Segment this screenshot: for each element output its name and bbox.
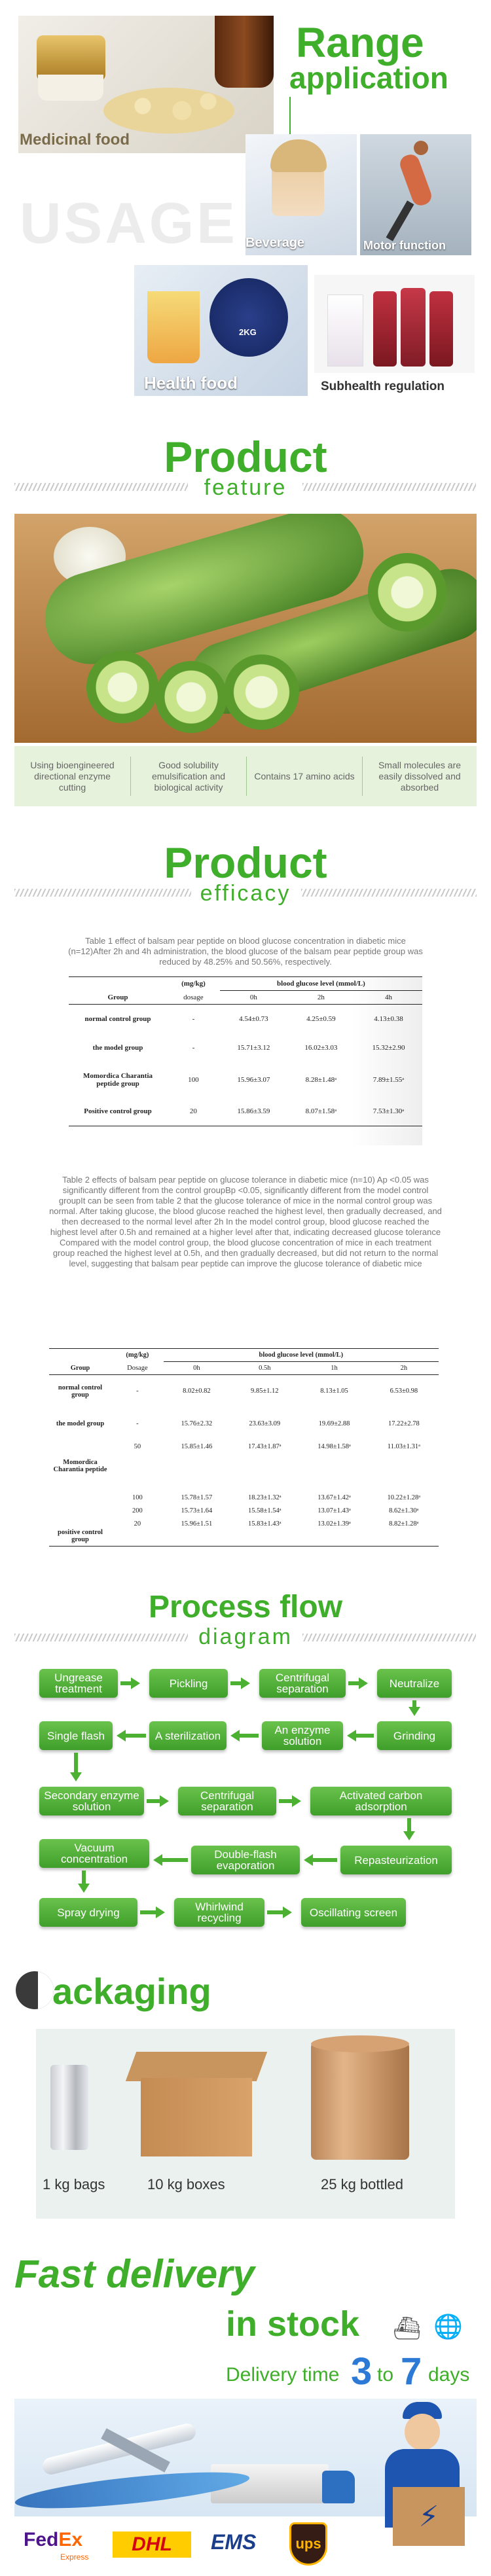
table-row <box>49 1518 439 1547</box>
flow-arrow <box>125 1734 146 1738</box>
dhl-logo <box>113 2531 191 2558</box>
flow-step: Neutralize <box>377 1669 452 1698</box>
flow-arrow <box>82 1870 86 1885</box>
flow-arrow-head <box>160 1795 169 1807</box>
table2-dosage: - <box>136 1387 139 1395</box>
flow-step: Spray drying <box>39 1898 137 1927</box>
table1-group: normal control group <box>84 1014 151 1023</box>
flow-arrow <box>147 1799 161 1803</box>
caption-beverage: Beverage <box>245 236 305 250</box>
cardboard-box <box>141 2078 252 2156</box>
foil-bag <box>50 2065 88 2150</box>
table2-cell: 15.58±1.54ᵃ <box>247 1507 282 1514</box>
table2-cell: 18.23±1.32ᵃ <box>247 1494 282 1501</box>
table2-cell: 15.73±1.64 <box>181 1507 213 1514</box>
efficacy-hatch-left <box>14 889 191 897</box>
flow-arrow-head <box>409 1707 420 1716</box>
table2-cell: 6.53±0.98 <box>390 1387 418 1395</box>
table1-col-group: Group <box>107 993 128 1001</box>
flow-step: Centrifugal separation <box>259 1669 346 1698</box>
packaging-p-circle <box>16 1971 54 2009</box>
lightning-icon: ⚡ <box>418 2500 439 2533</box>
courier-head <box>405 2414 440 2450</box>
table2-col-dosage: Dosage <box>127 1364 148 1372</box>
table1-wrapper <box>69 976 422 1145</box>
table2-cell: 11.03±1.31ᵃ <box>387 1442 420 1450</box>
fiber-drum <box>311 2042 409 2160</box>
packaging-item-label: 1 kg bags <box>43 2176 105 2192</box>
airplane-fuselage <box>41 2422 197 2476</box>
feature-item: Small molecules are easily dissolved and absorbed <box>378 759 462 793</box>
range-section <box>0 0 491 419</box>
table2-cell: 17.22±2.78 <box>388 1420 420 1427</box>
table-row <box>69 1033 422 1062</box>
caption-health-food: Health food <box>144 373 238 393</box>
caption-medicinal-food: Medicinal food <box>20 131 130 149</box>
delivery-time-prefix: Delivery time <box>226 2364 340 2386</box>
table2 <box>49 1348 439 1547</box>
bottle-3 <box>429 291 453 367</box>
fiber-drum-top <box>311 2035 409 2052</box>
runner-body <box>397 152 434 207</box>
table2-dosage: - <box>136 1420 139 1427</box>
table1-dosage: 100 <box>188 1075 199 1084</box>
ups-text: ups <box>295 2535 321 2552</box>
table2-head-mg: (mg/kg) <box>126 1351 149 1359</box>
ups-logo <box>289 2522 327 2566</box>
table2-cell: 17.43±1.87ᵃ <box>247 1442 282 1450</box>
globe-icon: 🌐 <box>433 2313 463 2340</box>
bottle-1 <box>373 291 397 367</box>
table1-cell: 16.02±3.03 <box>304 1043 338 1052</box>
table2-head-level: blood glucose level (mmol/L) <box>164 1349 439 1362</box>
feature-subtitle: feature <box>204 475 287 500</box>
table2-group: Momordica Charantia peptide <box>53 1458 107 1473</box>
flow-arrow <box>312 1858 337 1862</box>
feature-item: Contains 17 amino acids <box>254 770 355 781</box>
table1-dosage: - <box>192 1014 195 1023</box>
table2-wrapper <box>49 1348 439 1564</box>
carrier-logos <box>14 2520 368 2572</box>
flow-arrow-head <box>156 1906 165 1918</box>
flow-arrow-head <box>241 1677 250 1689</box>
efficacy-section <box>0 825 491 1584</box>
flow-step: Repasteurization <box>340 1846 452 1874</box>
flow-arrow-head <box>403 1831 415 1840</box>
flow-arrow-head <box>304 1854 313 1866</box>
melon-slice-3 <box>224 654 299 730</box>
packaging-item-label: 25 kg bottled <box>321 2176 403 2192</box>
table1-head-mg: (mg/kg) <box>181 980 206 988</box>
table-row <box>69 1005 422 1033</box>
flow-step: Pickling <box>149 1669 228 1698</box>
process-hatch-left <box>14 1634 188 1641</box>
table2-cell: 13.67±1.42ᵃ <box>318 1494 351 1501</box>
table-row <box>49 1440 439 1492</box>
efficacy-hatch-right <box>301 889 477 897</box>
dhl-text: DHL <box>132 2533 172 2555</box>
flow-arrow-head <box>359 1677 368 1689</box>
juice-glass <box>147 291 200 363</box>
process-hatch-right <box>302 1634 476 1641</box>
table1-cell: 15.96±3.07 <box>237 1075 270 1084</box>
fedex-express: Express <box>60 2552 89 2562</box>
flow-arrow-head <box>347 1730 356 1742</box>
flow-step: Oscillating screen <box>301 1898 406 1927</box>
flow-step: Ungrease treatment <box>39 1669 118 1698</box>
flow-arrow-head <box>117 1730 126 1742</box>
table1-group: the model group <box>92 1043 143 1052</box>
table1-cell: 7.53±1.30ᵃ <box>373 1107 405 1116</box>
dumbbell <box>209 278 288 357</box>
table2-cell: 15.85±1.46 <box>181 1442 213 1450</box>
melon-slice-4 <box>368 553 446 632</box>
feature-bar <box>14 746 477 806</box>
table1-group: Positive control group <box>84 1107 152 1116</box>
table2-cell: 8.62±1.30ᵃ <box>389 1507 419 1514</box>
bottle-2 <box>401 288 426 367</box>
packaging-section <box>0 1963 491 2238</box>
table2-dosage: 20 <box>134 1520 141 1528</box>
delivery-subtitle: in stock <box>226 2304 360 2344</box>
feature-title: Product <box>164 433 327 481</box>
title-divider <box>289 97 291 136</box>
table2-dosage: 50 <box>134 1442 141 1450</box>
runner-leg <box>386 200 414 241</box>
table1-dosage: - <box>192 1043 195 1052</box>
flow-arrow-head <box>70 1772 82 1781</box>
airplane <box>41 2425 211 2471</box>
melon-slice-2 <box>155 661 227 733</box>
caption-subhealth: Subhealth regulation <box>321 380 445 393</box>
delivery-section <box>0 2238 491 2576</box>
flow-step: Vacuum concentration <box>39 1839 149 1868</box>
ems-text: EMS <box>211 2530 257 2554</box>
flow-arrow-head <box>131 1677 140 1689</box>
melon-slice-1 <box>86 651 158 723</box>
flow-step: Whirlwind recycling <box>174 1898 264 1927</box>
table1 <box>69 976 422 1126</box>
flow-arrow <box>279 1799 293 1803</box>
table1-col-dosage: dosage <box>183 993 204 1001</box>
range-subtitle: application <box>289 61 448 95</box>
fedex-logo <box>24 2529 82 2551</box>
dumbbell-label: 2KG <box>239 327 257 337</box>
table1-col-4h: 4h <box>384 993 392 1001</box>
table1-cell: 4.54±0.73 <box>239 1014 268 1023</box>
table2-cell: 15.83±1.43ᵃ <box>247 1520 282 1528</box>
flow-arrow-head <box>230 1730 240 1742</box>
table-row <box>69 1098 422 1126</box>
flow-arrow <box>267 1910 284 1914</box>
packaging-item-label: 10 kg boxes <box>147 2176 225 2192</box>
table2-cell: 15.96±1.51 <box>181 1520 213 1528</box>
table2-cell: 10.22±1.28ᵃ <box>387 1494 421 1501</box>
table2-group <box>49 1492 111 1505</box>
feature-item: Using bioengineered directional enzyme cutting <box>30 759 115 793</box>
fedex-ex: Ex <box>58 2529 83 2550</box>
table2-group: positive control group <box>58 1529 103 1543</box>
packaging-p-circle-cut <box>38 1971 54 2009</box>
flow-step: Grinding <box>377 1721 452 1750</box>
table-row <box>69 1062 422 1098</box>
jar-body <box>38 75 103 101</box>
table1-head-level: blood glucose level (mmol/L) <box>220 977 422 991</box>
fedex-fed: Fed <box>24 2529 59 2550</box>
flow-arrow <box>162 1858 188 1862</box>
table1-cell: 8.28±1.48ᵃ <box>305 1075 337 1084</box>
table1-cell: 4.25±0.59 <box>306 1014 336 1023</box>
table2-cell: 23.63±3.09 <box>249 1420 281 1427</box>
flow-arrow <box>355 1734 374 1738</box>
delivery-time-to: 7 <box>401 2350 422 2393</box>
efficacy-title: Product <box>164 838 327 887</box>
table1-cell: 15.86±3.59 <box>237 1107 270 1116</box>
table2-group: the model group <box>56 1420 105 1427</box>
ship-icon: ⛴ <box>393 2316 422 2341</box>
table1-col-2h: 2h <box>317 993 325 1001</box>
delivery-time-unit: days <box>428 2364 470 2386</box>
table2-group <box>49 1505 111 1518</box>
courier-figure <box>367 2402 478 2576</box>
table2-col-1h: 1h <box>331 1365 338 1372</box>
courier-package <box>393 2487 465 2546</box>
flow-step: Double-flash evaporation <box>191 1846 300 1874</box>
flow-arrow <box>239 1734 259 1738</box>
bitter-melon-photo <box>14 514 477 743</box>
flow-step: Activated carbon adsorption <box>310 1787 452 1816</box>
table2-cell: 8.02±0.82 <box>183 1387 211 1395</box>
packaging-panel <box>36 2029 455 2219</box>
motor-function-photo <box>360 134 471 255</box>
table1-cell: 15.32±2.90 <box>372 1043 405 1052</box>
efficacy-subtitle: efficacy <box>200 881 291 906</box>
table2-cell: 14.98±1.58ᵃ <box>318 1442 351 1450</box>
table2-cell: 15.76±2.32 <box>181 1420 213 1427</box>
flow-arrow-head <box>153 1854 162 1866</box>
feature-hatch-right <box>302 483 476 491</box>
flow-arrow <box>140 1910 157 1914</box>
usage-watermark: USAGE <box>20 190 238 255</box>
pills-pile <box>103 88 234 134</box>
table1-cell: 7.89±1.55ᵃ <box>373 1075 405 1084</box>
packaging-title: ackaging <box>52 1971 211 2012</box>
table1-col-0h: 0h <box>249 993 257 1001</box>
process-title: Process flow <box>148 1590 343 1624</box>
feature-hatch-left <box>14 483 188 491</box>
process-section <box>0 1584 491 1963</box>
truck-cab <box>322 2471 355 2503</box>
flow-step: A sterilization <box>149 1721 227 1750</box>
table2-col-2h: 2h <box>400 1365 408 1372</box>
table1-cell: 4.13±0.38 <box>374 1014 403 1023</box>
brown-bottle <box>215 16 274 88</box>
table2-col-group: Group <box>70 1364 90 1372</box>
ems-logo <box>211 2530 256 2554</box>
table2-cell: 8.82±1.28ᵃ <box>389 1520 419 1528</box>
table2-group: normal control group <box>58 1384 103 1399</box>
woman-hair <box>270 139 327 172</box>
range-title: Range <box>296 19 424 66</box>
subhealth-photo <box>314 275 475 373</box>
flow-step: Centrifugal separation <box>178 1787 276 1816</box>
table2-cell: 19.69±2.88 <box>318 1420 350 1427</box>
flow-step: Single flash <box>39 1721 113 1750</box>
table-row <box>49 1505 439 1518</box>
delivery-time-to-word: to <box>377 2364 394 2386</box>
table1-cell: 15.71±3.12 <box>237 1043 270 1052</box>
runner-head <box>414 141 428 155</box>
feature-item: Good solubility emulsification and biological activity <box>151 759 226 793</box>
table2-dosage: 100 <box>132 1494 143 1501</box>
table1-dosage: 20 <box>189 1107 197 1116</box>
delivery-title: Fast delivery <box>14 2252 255 2296</box>
table1-cell: 8.07±1.58ᵃ <box>305 1107 337 1116</box>
table2-col-0h: 0h <box>193 1365 200 1372</box>
flow-arrow-head <box>292 1795 301 1807</box>
feature-section <box>0 419 491 825</box>
table2-col-05h: 0.5h <box>259 1365 271 1372</box>
table1-caption: Table 1 effect of balsam pear peptide on blood glucose concentration in diabetic mice (n=12)After 2h and 4h administration, the blood glucose of the balsam pear peptide group was reduced by 48.25% and 50.56%, respectively. <box>68 936 423 967</box>
flow-arrow <box>407 1818 411 1833</box>
table2-cell: 13.02±1.39ᵃ <box>318 1520 351 1528</box>
table2-dosage: 200 <box>132 1507 143 1514</box>
table-row <box>49 1408 439 1440</box>
flow-arrow <box>74 1753 78 1774</box>
flow-arrow-head <box>283 1906 292 1918</box>
delivery-time-from: 3 <box>351 2350 373 2393</box>
table2-cell: 15.78±1.57 <box>181 1494 213 1501</box>
process-subtitle: diagram <box>198 1624 293 1649</box>
table-row <box>49 1375 439 1408</box>
flow-step: An enzyme solution <box>262 1721 343 1750</box>
table2-cell: 9.85±1.12 <box>251 1387 279 1395</box>
table2-cell: 8.13±1.05 <box>320 1387 348 1395</box>
cardboard-box-lid <box>126 2052 267 2081</box>
table1-group: Momordica Charantia peptide group <box>82 1071 153 1088</box>
table2-caption: Table 2 effects of balsam pear peptide on glucose tolerance in diabetic mice (n=10) Ap <0.05 was significantly different from the control groupBp <0.05, significantly different from the model control groupIt can be seen from table 2 that the glucose tolerance of mice in the normal control group was normal. After taking glucose, the blood glucose reached the highest level, then gradually decreased, and then decreased to the normal level after 2h In the model control group, blood glucose reached the highest level after 0.5h and remained at a higher level after that, indicating decreased glucose tolerance Compared with the model control group, the blood glucose concentration of mice in each treatment group reached the highest level at 0.5h, and then gradually decreased, but did not return to the normal level, suggesting that balsam pear peptide can improve the glucose tolerance of diabetic mice <box>49 1175 442 1268</box>
caption-motor-function: Motor function <box>363 239 446 252</box>
table-row <box>49 1492 439 1505</box>
product-box <box>327 295 363 367</box>
flow-arrow-head <box>78 1884 90 1893</box>
flow-step: Secondary enzyme solution <box>39 1787 144 1816</box>
table2-cell: 13.07±1.43ᵃ <box>318 1507 351 1514</box>
